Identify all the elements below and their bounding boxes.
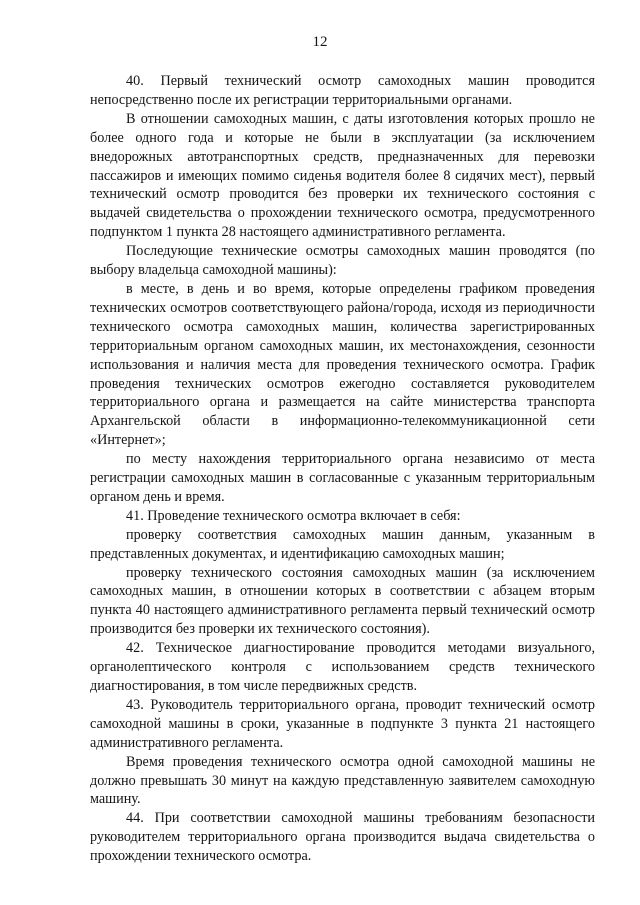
paragraph-location-option: по месту нахождения территориального органа независимо от места регистрации самоходных машин в согласованные с указанным территориальным органом день и время. xyxy=(90,451,595,505)
paragraph-43-terms: 43. Руководитель территориального органа, проводит технический осмотр самоходной машины в сроки, указанные в подпункте 3 пункта 21 настоящего административного регламента. xyxy=(90,696,595,751)
paragraph-40-intro: 40. Первый технический осмотр самоходных машин проводится непосредственно после их регистрации территориальными органами. xyxy=(90,73,595,108)
paragraph-44-certificate: 44. При соответствии самоходной машины требованиям безопасности руководителем территориального органа производится выдача свидетельства о прохождении технического осмотра. xyxy=(90,810,595,865)
paragraph-43-duration: Время проведения технического осмотра одной самоходной машины не должно превышать 30 минут на каждую представленную заявителем самоходную машину. xyxy=(90,753,595,808)
paragraph-41-compliance-check: проверку соответствия самоходных машин данным, указанным в представленных документах, и идентификацию самоходных машин; xyxy=(90,526,595,562)
paragraph-subsequent-inspections: Последующие технические осмотры самоходных машин проводятся (по выбору владельца самоходной машины): xyxy=(90,243,595,279)
document-body xyxy=(90,72,595,866)
paragraph-new-machines: В отношении самоходных машин, с даты изготовления которых прошло не более одного года и которые не были в эксплуатации (за исключением внедорожных автотранспортных средств, предназначенных для перевозки пассажиров и имеющих помимо сиденья водителя более 8 сидячих мест), первый технический осмотр проводится без проверки их технического состояния с выдачей свидетельства о прохождении технического осмотра, предусмотренного подпунктом 1 пункта 28 настоящего административного регламента. xyxy=(90,110,595,241)
page-number: 12 xyxy=(312,34,328,50)
paragraph-41-condition-check: проверку технического состояния самоходных машин (за исключением самоходных машин, в отношении которых в соответствии с абзацем вторым пункта 40 настоящего административного регламента первый технический осмотр производится без проверки их технического состояния). xyxy=(90,564,595,638)
paragraph-schedule-option: в месте, в день и во время, которые определены графиком проведения технических осмотров соответствующего района/города, исходя из периодичности технического осмотра самоходных машин, количества зарегистрированных территориальным органом самоходных машин, их местонахождения, сезонности использования и наличия места для проведения технического осмотра. График проведения технических осмотров ежегодно составляется руководителем территориального органа и размещается на сайте министерства транспорта Архангельской области в информационно-телекоммуникационной сети «Интернет»; xyxy=(90,280,595,449)
paragraph-42-diagnostics: 42. Техническое диагностирование проводится методами визуального, органолептического контроля с использованием средств технического диагностирования, в том числе передвижных средств. xyxy=(90,640,595,694)
paragraph-41-intro: 41. Проведение технического осмотра включает в себя: xyxy=(126,507,461,524)
